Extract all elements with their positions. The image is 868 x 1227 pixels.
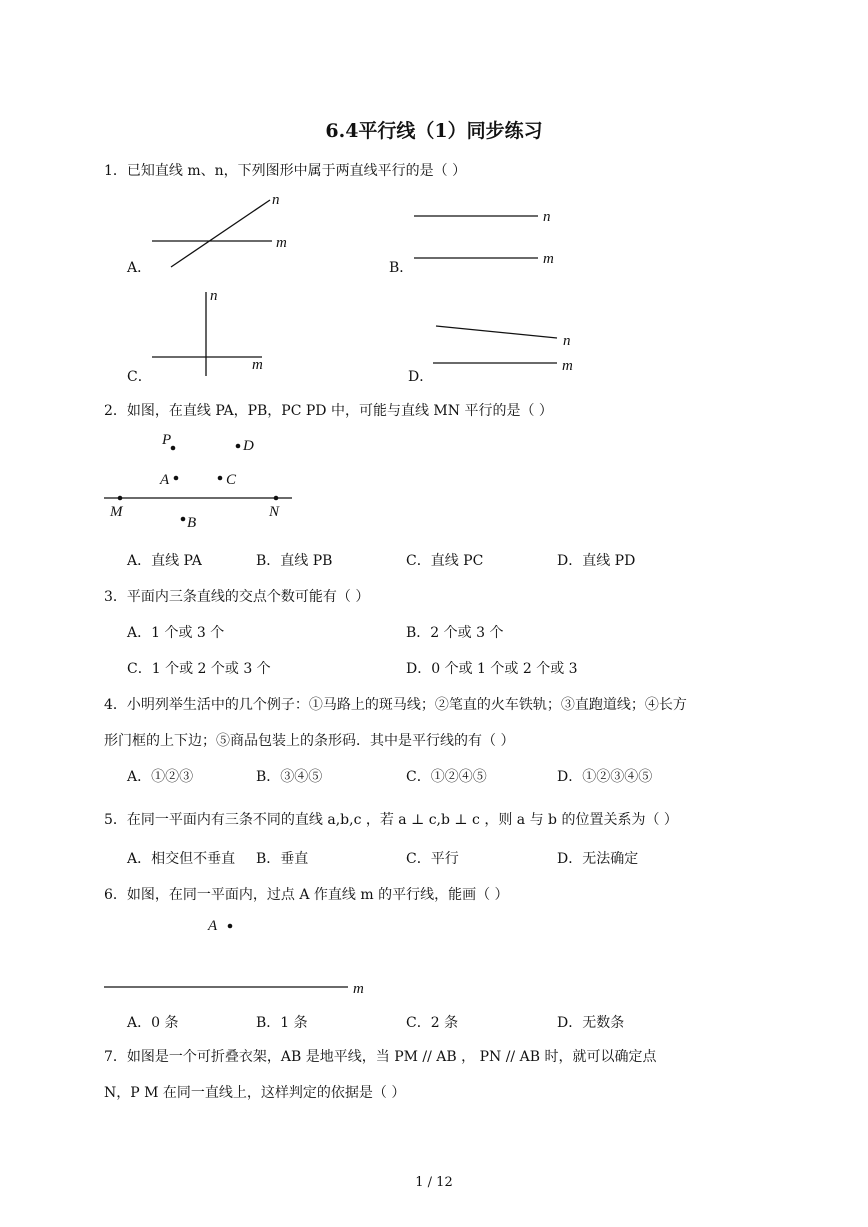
q1-option-d-label: D． [408, 369, 434, 385]
question-7-stem-line2: N，P M 在同一直线上，这样判定的依据是（ ） [104, 1085, 406, 1101]
q6-option-d: D．无数条 [557, 1015, 625, 1031]
q2-option-a: A．直线 PA [127, 553, 202, 569]
q1d-line-n [436, 326, 557, 338]
q2-label-d: D [243, 438, 254, 454]
q3-option-c: C．1 个或 2 个或 3 个 [127, 661, 271, 677]
question-5-stem: 5．在同一平面内有三条不同的直线 a,b,c ，若 a ⊥ c,b ⊥ c ，则 a 与 b 的位置关系为（ ） [104, 812, 678, 828]
q6-point-a [228, 924, 233, 929]
question-3-stem: 3．平面内三条直线的交点个数可能有（ ） [104, 589, 370, 605]
q1a-line-n [171, 200, 270, 267]
q2-label-b: B [187, 515, 197, 531]
q2-point-b [181, 517, 186, 522]
q2-point-a [174, 476, 179, 481]
q1b-label-m: m [543, 251, 554, 267]
q4-option-b: B．③④⑤ [256, 769, 323, 785]
q3-option-d: D．0 个或 1 个或 2 个或 3 [406, 661, 578, 677]
question-2-stem: 2．如图，在直线 PA，PB，PC PD 中，可能与直线 MN 平行的是（ ） [104, 403, 553, 419]
q4-option-a: A．①②③ [127, 769, 194, 785]
q2-option-c: C．直线 PC [406, 553, 484, 569]
question-6-stem: 6．如图，在同一平面内，过点 A 作直线 m 的平行线，能画（ ） [104, 887, 509, 903]
question-4-stem-line1: 4．小明列举生活中的几个例子：①马路上的斑马线；②笔直的火车铁轨；③直跑道线；④长方 [104, 697, 687, 713]
q1c-label-m: m [252, 357, 263, 373]
q2-option-b: B．直线 PB [256, 553, 333, 569]
q1b-label-n: n [543, 209, 551, 225]
q1c-label-n: n [210, 288, 218, 304]
q5-option-c: C．平行 [406, 851, 459, 867]
q2-label-a: A [160, 472, 170, 488]
q5-option-a: A．相交但不垂直 [127, 851, 236, 867]
q2-label-m: M [110, 504, 123, 520]
q1-option-b-label: B． [389, 260, 414, 276]
q6-label-m: m [353, 981, 364, 997]
question-4-stem-line2: 形门框的上下边；⑤商品包装上的条形码．其中是平行线的有（ ） [104, 733, 515, 749]
q1d-label-n: n [563, 333, 571, 349]
page-title: 6.4平行线（1）同步练习 [325, 120, 543, 142]
q2-point-c [218, 476, 223, 481]
q3-option-b: B．2 个或 3 个 [406, 625, 504, 641]
q6-option-c: C．2 条 [406, 1015, 459, 1031]
q2-label-p: P [162, 432, 172, 448]
q4-option-c: C．①②④⑤ [406, 769, 487, 785]
q3-option-a: A．1 个或 3 个 [127, 625, 225, 641]
q6-option-a: A．0 条 [127, 1015, 179, 1031]
page-number: 1 / 12 [415, 1175, 453, 1190]
q5-option-d: D．无法确定 [557, 851, 639, 867]
q5-option-b: B．垂直 [256, 851, 309, 867]
q2-option-d: D．直线 PD [557, 553, 636, 569]
q2-point-p [171, 446, 176, 451]
q6-label-a: A [208, 918, 218, 934]
q2-point-n [274, 496, 279, 501]
question-1-stem: 1．已知直线 m、n，下列图形中属于两直线平行的是（ ） [104, 163, 467, 179]
q1-option-a-label: A． [127, 260, 152, 276]
q2-point-d [236, 444, 241, 449]
q1a-label-n: n [272, 192, 280, 208]
q1-option-c-label: C． [127, 369, 152, 385]
question-7-stem-line1: 7．如图是一个可折叠衣架，AB 是地平线，当 PM // AB ， PN // AB 时，就可以确定点 [104, 1049, 657, 1065]
q2-point-m [118, 496, 123, 501]
q1d-label-m: m [562, 358, 573, 374]
q2-label-c: C [226, 472, 237, 488]
q2-label-n: N [269, 504, 280, 520]
q4-option-d: D．①②③④⑤ [557, 769, 653, 785]
q6-option-b: B．1 条 [256, 1015, 308, 1031]
q1a-label-m: m [276, 235, 287, 251]
